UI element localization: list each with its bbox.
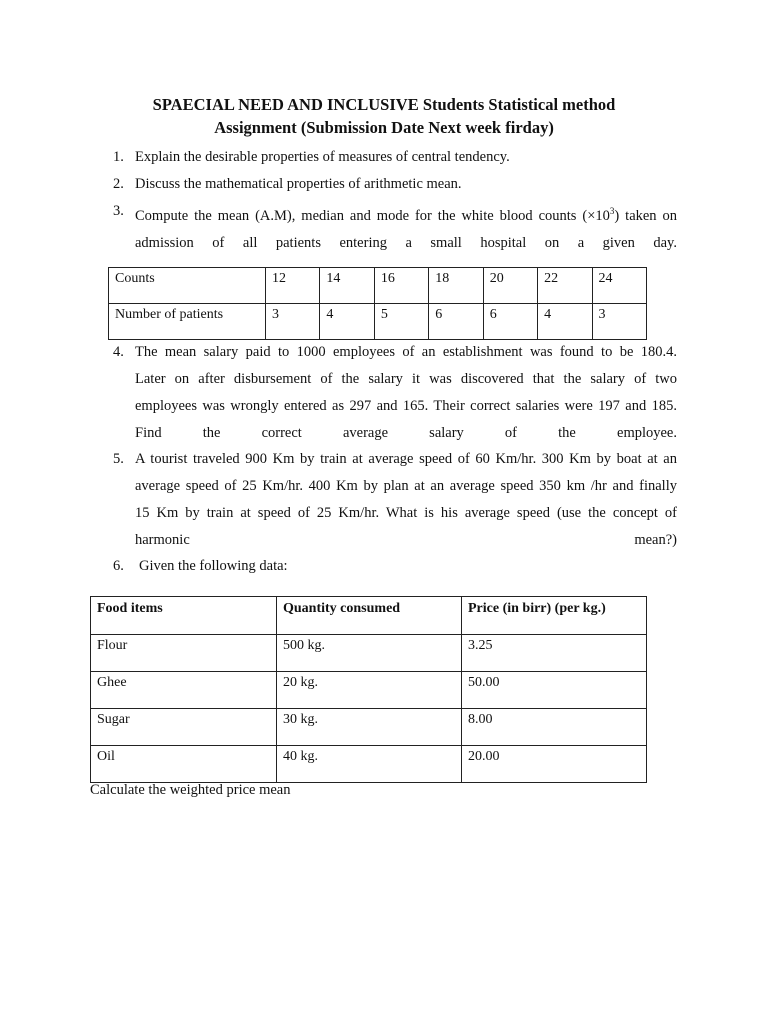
table-cell: 12	[266, 268, 320, 304]
table-cell: 50.00	[462, 672, 647, 709]
table-cell: 6	[429, 304, 483, 340]
table-cell: Ghee	[91, 672, 277, 709]
table-cell: 4	[538, 304, 592, 340]
question-text: 15 Km by train at speed of 25 Km/hr. What is his average speed (use the concept of	[135, 505, 677, 521]
question-text: A tourist traveled 900 Km by train at average speed of 60 Km/hr. 300 Km by boat at an	[135, 451, 677, 467]
table-cell: 6	[483, 304, 537, 340]
title-line-1: SPAECIAL NEED AND INCLUSIVE Students Statistical method	[152, 95, 616, 114]
question-text: average speed of 25 Km/hr. 400 Km by plan at an average speed 350 km /hr and finally	[135, 478, 677, 494]
table-cell: 3.25	[462, 635, 647, 672]
table-cell: 40 kg.	[277, 746, 462, 783]
question-text: Later on after disbursement of the salary it was discovered that the salary of two	[135, 371, 677, 387]
table-cell: 3	[592, 304, 646, 340]
column-header: Price (in birr) (per kg.)	[462, 597, 647, 635]
table-cell: 4	[320, 304, 374, 340]
question-text: The mean salary paid to 1000 employees of an establishment was found to be 180.4.	[135, 344, 677, 360]
table-header-row	[91, 597, 647, 635]
table-cell: Counts	[109, 268, 266, 304]
table-cell: 8.00	[462, 709, 647, 746]
table-cell: 14	[320, 268, 374, 304]
table-cell: 16	[374, 268, 428, 304]
question-text: harmonic mean?)	[135, 532, 677, 548]
table-cell: 20.00	[462, 746, 647, 783]
table-cell: 18	[429, 268, 483, 304]
table-cell: Number of patients	[109, 304, 266, 340]
table-cell: 24	[592, 268, 646, 304]
question-text: Compute the mean (A.M), median and mode for the white blood counts $(\times 10^3)$ taken on	[135, 206, 677, 224]
question-number: 6.	[113, 558, 124, 574]
question-number: 5.	[113, 451, 124, 467]
white-blood-count-table	[108, 267, 647, 340]
question-text: Given the following data:	[139, 558, 288, 574]
table-row	[91, 746, 647, 783]
table-cell: 5	[374, 304, 428, 340]
question-text: employees was wrongly entered as 297 and 165. Their correct salaries were 197 and 185.	[135, 398, 677, 414]
table-row	[109, 268, 647, 304]
table-cell: 20 kg.	[277, 672, 462, 709]
page-title	[90, 93, 678, 139]
question-number: 2.	[113, 176, 124, 192]
table-cell: 500 kg.	[277, 635, 462, 672]
table-cell: 22	[538, 268, 592, 304]
question-number: 4.	[113, 344, 124, 360]
table-row	[91, 672, 647, 709]
table-cell: Sugar	[91, 709, 277, 746]
question-text: Explain the desirable properties of measures of central tendency.	[135, 149, 510, 165]
question-number: 3.	[113, 203, 124, 219]
question-text: admission of all patients entering a small hospital on a given day.	[135, 234, 677, 251]
table-row	[91, 709, 647, 746]
table-row	[91, 635, 647, 672]
table-cell: Oil	[91, 746, 277, 783]
question-text: Find the correct average salary of the employee.	[135, 425, 677, 441]
question-number: 1.	[113, 149, 124, 165]
column-header: Quantity consumed	[277, 597, 462, 635]
table-cell: Flour	[91, 635, 277, 672]
question-text: Discuss the mathematical properties of arithmetic mean.	[135, 176, 462, 192]
title-line-2: Assignment (Submission Date Next week firday)	[214, 118, 554, 137]
column-header: Food items	[91, 597, 277, 635]
food-items-table	[90, 596, 647, 783]
table-cell: 3	[266, 304, 320, 340]
table-cell: 20	[483, 268, 537, 304]
table-row	[109, 304, 647, 340]
table-cell: 30 kg.	[277, 709, 462, 746]
closing-instruction: Calculate the weighted price mean	[90, 782, 291, 798]
